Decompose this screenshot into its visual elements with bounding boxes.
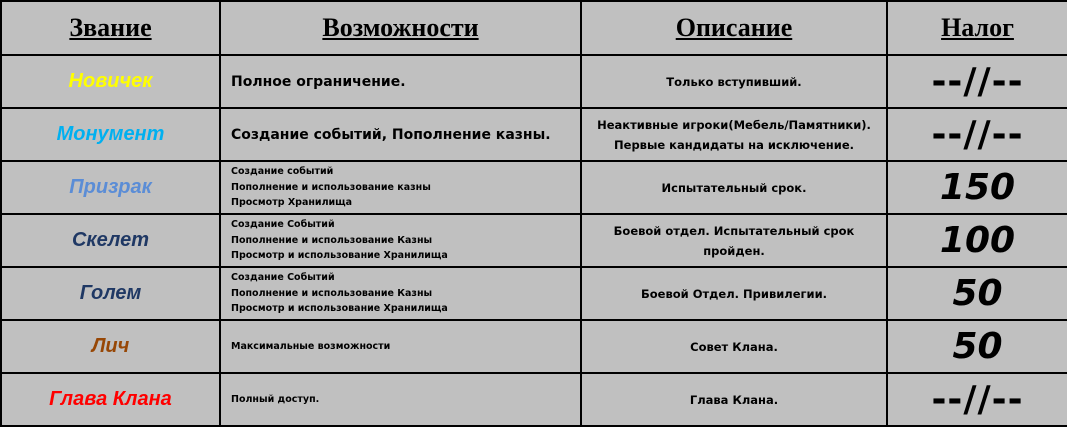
description-cell — [581, 214, 887, 267]
abilities-cell — [220, 373, 581, 426]
tax-cell: --//-- — [887, 108, 1067, 161]
ability-line: Пополнение и использование Казны — [231, 234, 433, 246]
ability-line: Создание Событий — [231, 272, 335, 284]
table-row — [1, 373, 1067, 426]
tax-cell: --//-- — [887, 373, 1067, 426]
table-row — [1, 108, 1067, 161]
abilities-cell — [220, 161, 581, 214]
description-cell — [581, 267, 887, 320]
abilities-cell — [220, 108, 581, 161]
header-description: Описание — [581, 1, 887, 55]
abilities-cell — [220, 320, 581, 373]
abilities-cell — [220, 214, 581, 267]
ability-line: Пополнение и использование Казны — [231, 287, 433, 299]
rank-cell: Глава Клана — [1, 373, 220, 426]
header-row — [1, 1, 1067, 55]
table-row — [1, 55, 1067, 108]
description-cell — [581, 161, 887, 214]
description-line: Боевой Отдел. Привилегии. — [641, 286, 827, 301]
description-line: Испытательный срок. — [661, 180, 807, 195]
description-cell — [581, 373, 887, 426]
table-row — [1, 320, 1067, 373]
ability-line: Создание событий — [231, 166, 334, 178]
rank-cell: Новичек — [1, 55, 220, 108]
tax-cell: 50 — [887, 267, 1067, 320]
abilities-cell — [220, 267, 581, 320]
tax-cell: 50 — [887, 320, 1067, 373]
rank-cell: Монумент — [1, 108, 220, 161]
ability-line: Создание событий, Пополнение казны. — [231, 126, 551, 143]
rank-cell: Скелет — [1, 214, 220, 267]
description-cell — [581, 108, 887, 161]
abilities-cell — [220, 55, 581, 108]
rank-cell: Голем — [1, 267, 220, 320]
description-line: Глава Клана. — [689, 392, 779, 407]
description-line: Первые кандидаты на исключение. — [614, 137, 854, 152]
tax-cell: 100 — [887, 214, 1067, 267]
rank-cell: Призрак — [1, 161, 220, 214]
header-tax: Налог — [887, 1, 1067, 55]
ability-line: Полный доступ. — [231, 393, 320, 405]
ability-line: Просмотр и использование Хранилища — [231, 250, 448, 262]
tax-cell: 150 — [887, 161, 1067, 214]
rank-cell: Лич — [1, 320, 220, 373]
description-cell — [581, 55, 887, 108]
ability-line: Максимальные возможности — [231, 340, 391, 352]
ability-line: Полное ограничение. — [231, 73, 406, 90]
description-line: Боевой отдел. Испытательный срок — [613, 223, 855, 238]
description-line: Совет Клана. — [690, 339, 778, 354]
ability-line: Создание Событий — [231, 219, 335, 231]
description-line: Только вступивший. — [666, 74, 802, 89]
ability-line: Пополнение и использование казны — [231, 181, 431, 193]
table-row — [1, 161, 1067, 214]
description-cell — [581, 320, 887, 373]
header-abilities: Возможности — [220, 1, 581, 55]
description-line: пройден. — [703, 243, 765, 258]
tax-cell: --//-- — [887, 55, 1067, 108]
header-rank: Звание — [1, 1, 220, 55]
table-row — [1, 214, 1067, 267]
description-line: Неактивные игроки(Мебель/Памятники). — [597, 117, 871, 132]
table-row — [1, 267, 1067, 320]
ability-line: Просмотр Хранилища — [231, 197, 353, 209]
ability-line: Просмотр и использование Хранилища — [231, 303, 448, 315]
